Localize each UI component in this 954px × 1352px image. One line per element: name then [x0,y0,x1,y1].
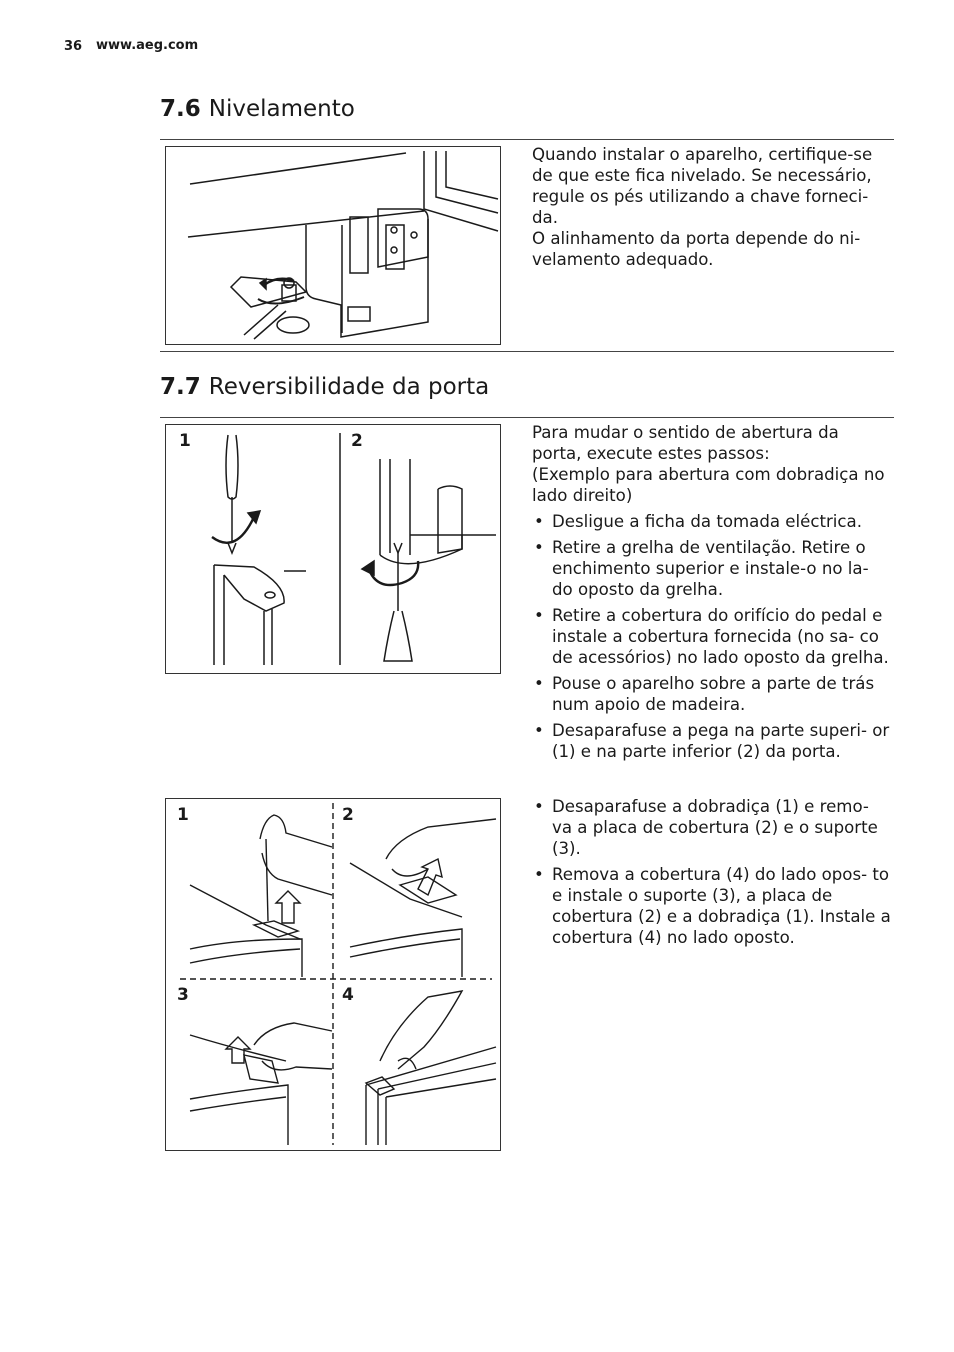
leveling-text [532,144,892,270]
figure-label-2: 2 [342,805,354,825]
figure-label-4: 4 [342,985,354,1005]
section-title-text: Nivelamento [208,96,355,122]
header-url: www.aeg.com [96,38,199,53]
section-number: 7.7 [160,374,201,400]
section-rule [160,417,894,418]
steps-list-a [532,511,892,762]
steps-list-b [532,796,892,948]
hinge-steps-text [532,791,892,948]
intro-paragraph-2: (Exemplo para abertura com dobradiça no lado direito) [532,465,885,505]
list-item: • Retire a cobertura do orifício do pedal e instale a cobertura fornecida (no sa- co de acessórios) no lado oposto da grelha. [532,605,892,668]
handle-removal-illustration [166,425,500,673]
section-number: 7.6 [160,96,201,122]
list-item: • Desligue a ficha da tomada eléctrica. [532,511,892,532]
intro-paragraph-1: Para mudar o sentido de abertura da porta, execute estes passos: [532,423,839,463]
section-title-text: Reversibilidade da porta [208,374,490,400]
door-steps-text [532,422,892,762]
figure-label-2: 2 [351,431,363,451]
section-rule-top [160,139,894,140]
page-number: 36 [64,39,83,54]
section-title-reversibilidade [160,374,489,400]
hinge-steps-figure [165,798,501,1151]
handle-removal-figure [165,424,501,674]
list-item: • Pouse o aparelho sobre a parte de trás num apoio de madeira. [532,673,892,715]
section-title-nivelamento [160,96,355,122]
leveling-figure [165,146,501,345]
leveling-paragraph-1: Quando instalar o aparelho, certifique-se de que este fica nivelado. Se necessário, regule os pés utilizando a chave forneci- da. [532,145,873,227]
leveling-paragraph-2: O alinhamento da porta depende do ni- velamento adequado. [532,229,861,269]
list-item: • Desaparafuse a dobradiça (1) e remo- va a placa de cobertura (2) e o suporte (3). [532,796,892,859]
figure-label-1: 1 [179,431,191,451]
figure-label-1: 1 [177,805,189,825]
list-item: • Remova a cobertura (4) do lado opos- to e instale o suporte (3), a placa de cobertura (2) e a dobradiça (1). Instale a cobertura (4) no lado oposto. [532,864,892,948]
list-item: • Retire a grelha de ventilação. Retire o enchimento superior e instale-o no la- do oposto da grelha. [532,537,892,600]
leveling-illustration [166,147,500,344]
list-item: • Desaparafuse a pega na parte superi- or (1) e na parte inferior (2) da porta. [532,720,892,762]
hinge-steps-illustration [166,799,500,1150]
section-rule-bottom [160,351,894,352]
figure-label-3: 3 [177,985,189,1005]
